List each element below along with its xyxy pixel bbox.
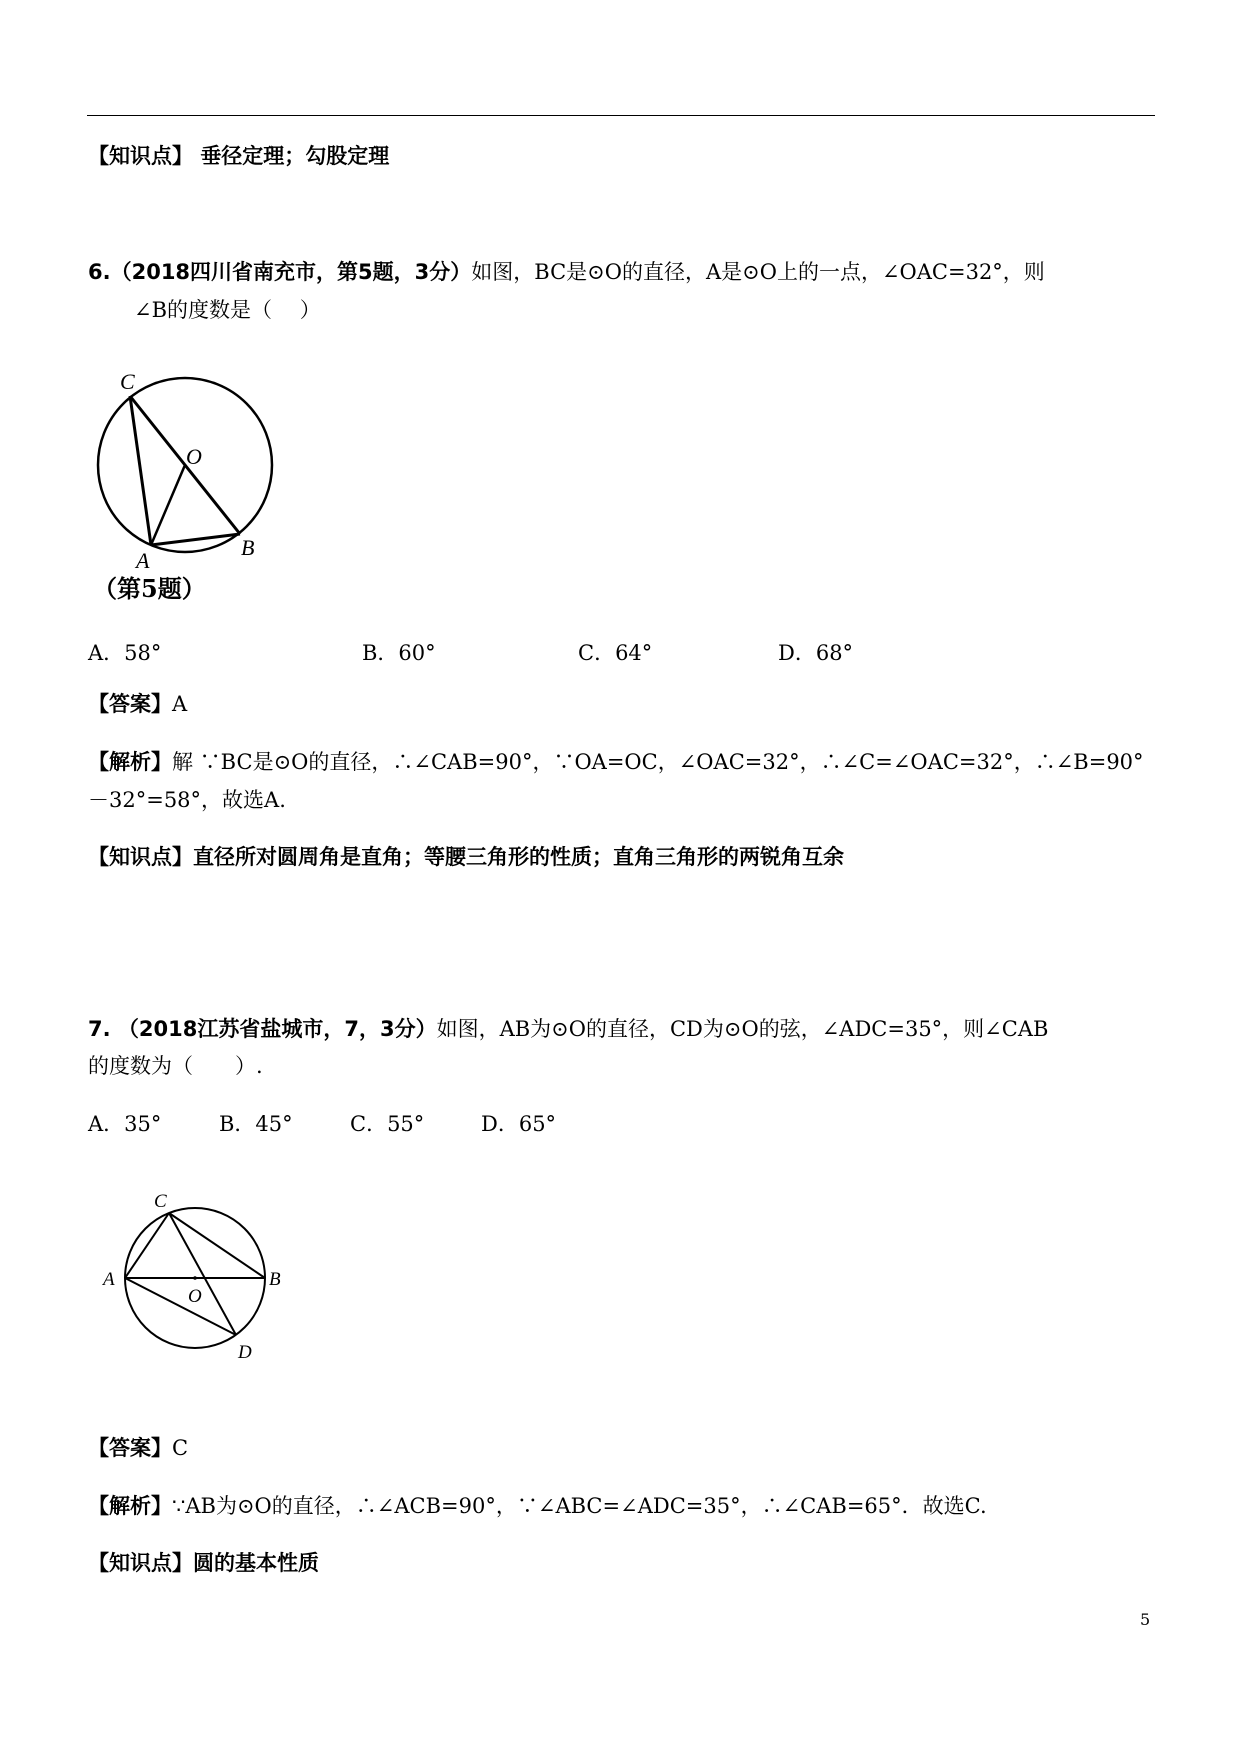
q6-radius-oa bbox=[151, 465, 185, 545]
q6-kp-label: 【知识点】 bbox=[88, 845, 193, 869]
q7-stem: 如图，AB为⊙O的直径，CD为⊙O的弦，∠ADC=35°，则∠CAB bbox=[436, 1017, 1049, 1041]
q6-answer-label: 【答案】 bbox=[88, 692, 172, 716]
q6-option-d: D．68° bbox=[778, 641, 854, 665]
q7-stem-line2: 的度数为（ ）. bbox=[88, 1054, 263, 1078]
q6-answer-line bbox=[88, 689, 187, 719]
q7-option-b: B．45° bbox=[219, 1112, 293, 1136]
kp5-line bbox=[88, 141, 389, 171]
q6-stem-line2: ∠B的度数是（ ） bbox=[134, 298, 321, 322]
q6-option-b: B．60° bbox=[362, 641, 436, 665]
q6-stem: 如图，BC是⊙O的直径，A是⊙O上的一点，∠OAC=32°，则 bbox=[471, 260, 1045, 284]
q6-stem-line bbox=[88, 257, 1045, 287]
q7-figure bbox=[95, 1190, 295, 1370]
q7-analysis-text: ∵AB为⊙O的直径，∴∠ACB=90°，∵∠ABC=∠ADC=35°，∴∠CAB=65°．故选C. bbox=[172, 1494, 987, 1518]
q6-analysis-text1: 解 ∵BC是⊙O的直径，∴∠CAB=90°，∵OA=OC，∠OAC=32°，∴∠C=∠OAC=32°，∴∠B=90° bbox=[172, 750, 1144, 774]
q7-chord-cb bbox=[169, 1213, 265, 1278]
q7-option-d: D．65° bbox=[481, 1112, 557, 1136]
q6-point-a: A bbox=[136, 548, 150, 573]
q6-option-a: A．58° bbox=[88, 641, 162, 665]
q7-answer: C bbox=[172, 1436, 189, 1460]
q7-stem-line bbox=[88, 1014, 1048, 1044]
q7-center-dot bbox=[193, 1276, 197, 1280]
q6-point-o: O bbox=[186, 444, 202, 469]
header-rule bbox=[87, 115, 1155, 116]
q7-point-a: A bbox=[103, 1269, 115, 1290]
q6-option-c: C．64° bbox=[578, 641, 653, 665]
q7-kp-label: 【知识点】 bbox=[88, 1551, 193, 1575]
q7-point-d: D bbox=[238, 1342, 252, 1363]
q6-caption: （第5题） bbox=[93, 574, 206, 603]
q6-figure bbox=[88, 365, 288, 610]
q7-chord-ac bbox=[125, 1213, 169, 1278]
q7-answer-line bbox=[88, 1433, 188, 1463]
q7-option-c: C．55° bbox=[350, 1112, 425, 1136]
kp5-text: 垂径定理；勾股定理 bbox=[200, 144, 390, 168]
q7-analysis-label: 【解析】 bbox=[88, 1494, 172, 1518]
q7-analysis-line bbox=[88, 1491, 987, 1521]
q6-kp-text: 直径所对圆周角是直角；等腰三角形的性质；直角三角形的两锐角互余 bbox=[193, 845, 844, 869]
q7-head: 7. （2018江苏省盐城市，7，3分） bbox=[88, 1017, 437, 1041]
q7-point-c: C bbox=[154, 1191, 167, 1212]
q6-analysis-line2: －32°=58°，故选A. bbox=[88, 788, 286, 812]
q6-analysis-label: 【解析】 bbox=[88, 750, 172, 774]
q6-point-c: C bbox=[120, 369, 135, 394]
q7-point-o: O bbox=[188, 1286, 202, 1307]
kp5-label: 【知识点】 bbox=[88, 144, 193, 168]
q6-head: 6.（2018四川省南充市，第5题，3分） bbox=[88, 260, 472, 284]
q6-kp-line bbox=[88, 842, 844, 872]
q7-kp-line bbox=[88, 1548, 319, 1578]
page-number: 5 bbox=[1140, 1610, 1151, 1629]
q6-point-b: B bbox=[241, 535, 255, 560]
q6-answer: A bbox=[172, 692, 188, 716]
q7-option-a: A．35° bbox=[88, 1112, 162, 1136]
q7-point-b: B bbox=[269, 1269, 281, 1290]
q7-answer-label: 【答案】 bbox=[88, 1436, 172, 1460]
q6-chord-ab bbox=[151, 534, 240, 545]
q7-kp-text: 圆的基本性质 bbox=[193, 1551, 319, 1575]
q6-analysis-line1 bbox=[88, 747, 1144, 777]
